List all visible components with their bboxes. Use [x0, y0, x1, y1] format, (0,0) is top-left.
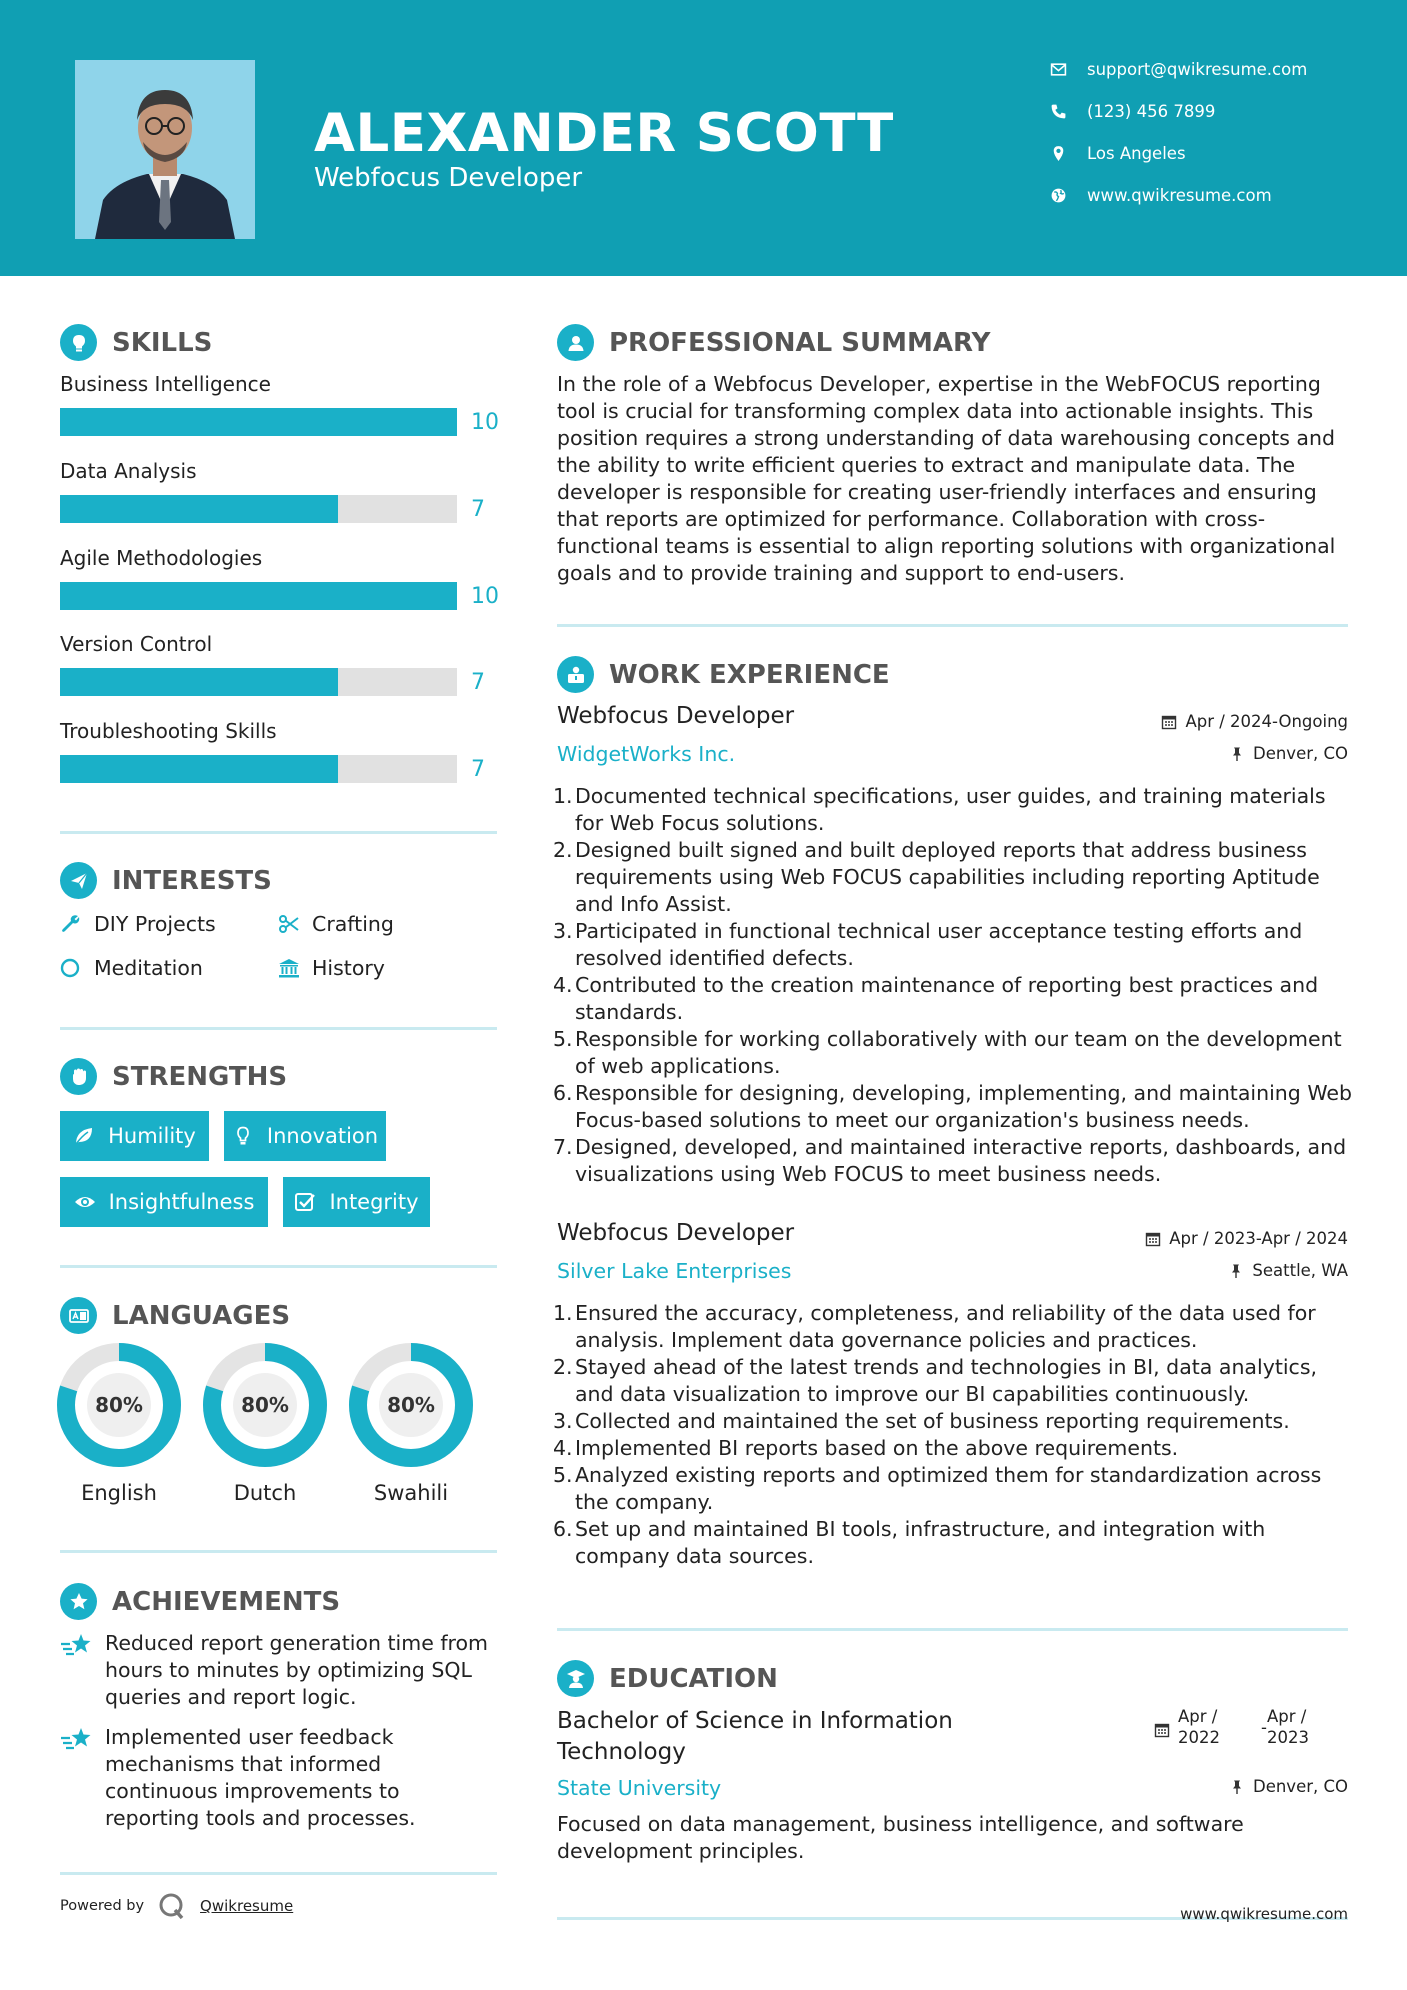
achievement-item: Implemented user feedback mechanisms that informed continuous improvements to reporting tools and processes. — [60, 1724, 500, 1832]
shooting-star-icon — [60, 1726, 93, 1754]
candidate-name: ALEXANDER SCOTT — [314, 103, 894, 164]
skill-label: Troubleshooting Skills — [60, 719, 277, 743]
contact-email[interactable] — [1050, 57, 1307, 81]
star-badge-icon — [68, 1591, 90, 1613]
contact-phone-text: (123) 456 7899 — [1087, 101, 1216, 121]
job-title: Webfocus Developer — [557, 703, 795, 729]
experience-heading: WORK EXPERIENCE — [557, 656, 890, 693]
footer-website[interactable]: www.qwikresume.com — [1180, 1905, 1348, 1923]
powered-by-label: Powered by — [60, 1898, 145, 1914]
language-gauge — [349, 1343, 473, 1505]
section-divider — [60, 1872, 497, 1875]
job-duties-list — [557, 1300, 1352, 1570]
duty-item: Designed, developed, and maintained interactive reports, dashboards, and visualizations using Web FOCUS to meet business needs. — [575, 1135, 1347, 1186]
wrench-icon — [60, 913, 82, 935]
job-title: Webfocus Developer — [557, 1220, 795, 1246]
achievements-heading: ACHIEVEMENTS — [60, 1583, 340, 1620]
briefcase-user-icon — [565, 664, 587, 686]
interest-item: Meditation — [60, 956, 203, 980]
graduate-icon — [565, 1668, 587, 1690]
checkbox-icon — [294, 1191, 316, 1213]
contact-website[interactable] — [1050, 183, 1272, 207]
resume-header — [0, 0, 1407, 276]
skill-bar-fill — [60, 755, 338, 783]
contact-location-text: Los Angeles — [1087, 143, 1186, 163]
section-divider — [60, 1550, 497, 1553]
summary-heading: PROFESSIONAL SUMMARY — [557, 324, 990, 361]
duty-item: Responsible for working collaboratively with our team on the development of web applications. — [575, 1027, 1342, 1078]
strength-tag: Humility — [60, 1111, 209, 1161]
duty-item: Ensured the accuracy, completeness, and reliability of the data used for analysis. Implement data governance policies and practices. — [575, 1301, 1316, 1352]
education-date-separator: - — [1261, 1718, 1267, 1737]
skill-label: Data Analysis — [60, 459, 197, 483]
education-location: Denver, CO — [1229, 1777, 1348, 1796]
powered-by — [60, 1892, 293, 1920]
language-percent: 80% — [387, 1393, 435, 1417]
interest-item: Crafting — [278, 912, 394, 936]
language-name: Dutch — [233, 1481, 297, 1505]
skill-bar-fill — [60, 408, 457, 436]
contact-phone[interactable] — [1050, 99, 1215, 123]
language-gauge — [203, 1343, 327, 1505]
pushpin-icon — [1229, 746, 1245, 762]
section-divider — [60, 1027, 497, 1030]
skill-label: Version Control — [60, 632, 213, 656]
duty-item: Analyzed existing reports and optimized them for standardization across the company. — [575, 1463, 1322, 1514]
eye-icon — [74, 1191, 96, 1213]
duty-item: Contributed to the creation maintenance of reporting best practices and standards. — [575, 973, 1319, 1024]
duty-item: Participated in functional technical user acceptance testing efforts and resolved identified defects. — [575, 919, 1303, 970]
duty-item: Responsible for designing, developing, implementing, and maintaining Web Focus-based solutions to meet our organization's business needs. — [575, 1081, 1353, 1132]
languages-heading: LANGUAGES — [60, 1297, 290, 1334]
section-divider — [557, 624, 1348, 627]
duty-item: Documented technical specifications, user guides, and training materials for Web Focus solutions. — [575, 784, 1326, 835]
language-icon — [68, 1305, 90, 1327]
section-divider — [60, 831, 497, 834]
job-location: Denver, CO — [1229, 744, 1348, 763]
skill-value: 10 — [471, 410, 499, 435]
section-divider — [557, 1628, 1348, 1631]
skill-bar-fill — [60, 495, 338, 523]
contact-email-text: support@qwikresume.com — [1087, 59, 1308, 79]
calendar-icon — [1154, 1722, 1170, 1738]
job-date: Apr / 2024-Ongoing — [1161, 712, 1348, 731]
job-date: Apr / 2023-Apr / 2024 — [1145, 1229, 1348, 1248]
phone-icon — [1050, 103, 1067, 120]
skill-label: Agile Methodologies — [60, 546, 263, 570]
skill-label: Business Intelligence — [60, 372, 271, 396]
skill-bar — [60, 755, 457, 783]
lightbulb-icon — [232, 1125, 254, 1147]
contact-website-text: www.qwikresume.com — [1087, 185, 1272, 205]
interest-item: DIY Projects — [60, 912, 216, 936]
education-heading: EDUCATION — [557, 1660, 778, 1697]
strength-tag: Integrity — [283, 1177, 430, 1227]
job-duties-list — [557, 783, 1352, 1188]
calendar-icon — [1145, 1231, 1161, 1247]
mail-icon — [1050, 61, 1067, 78]
skill-bar — [60, 668, 457, 696]
pushpin-icon — [1229, 1779, 1245, 1795]
skill-value: 7 — [471, 670, 485, 695]
qwikresume-logo-icon — [158, 1892, 186, 1920]
profile-photo — [75, 60, 255, 239]
interests-heading: INTERESTS — [60, 862, 272, 899]
school-name: State University — [557, 1776, 722, 1800]
skill-bar-fill — [60, 668, 338, 696]
education-description: Focused on data management, business intelligence, and software development principles. — [557, 1812, 1244, 1863]
skill-bar — [60, 495, 457, 523]
contact-location — [1050, 141, 1186, 165]
circle-icon — [60, 957, 82, 979]
summary-text: In the role of a Webfocus Developer, expertise in the WebFOCUS reporting tool is crucial for transforming complex data into actionable insights. This position requires a strong understanding of data warehousing concepts and the ability to write efficient queries to extract and manipulate data. The developer is responsible for creating user-friendly interfaces and ensuring that reports are optimized for performance. Collaboration with cross-functional teams is essential to align reporting solutions with organizational goals and to provide training and support to end-users. — [557, 372, 1336, 585]
user-icon — [565, 332, 587, 354]
job-location: Seattle, WA — [1228, 1261, 1348, 1280]
globe-icon — [1050, 187, 1067, 204]
language-percent: 80% — [241, 1393, 289, 1417]
company-name: Silver Lake Enterprises — [557, 1259, 792, 1283]
qwikresume-link[interactable]: Qwikresume — [200, 1897, 294, 1915]
section-divider — [60, 1265, 497, 1268]
strength-tag: Insightfulness — [60, 1177, 268, 1227]
map-marker-icon — [1050, 145, 1067, 162]
calendar-icon — [1161, 714, 1177, 730]
lightbulb-icon — [68, 332, 90, 354]
skill-value: 7 — [471, 757, 485, 782]
duty-item: Set up and maintained BI tools, infrastructure, and integration with company data sources. — [575, 1517, 1266, 1568]
skill-value: 7 — [471, 497, 485, 522]
duty-item: Stayed ahead of the latest trends and technologies in BI, data analytics, and data visualization to improve our BI capabilities continuously. — [575, 1355, 1318, 1406]
skill-bar — [60, 582, 457, 610]
skill-bar — [60, 408, 457, 436]
pushpin-icon — [1228, 1263, 1244, 1279]
degree-title: Bachelor of Science in Information Technology — [557, 1708, 953, 1765]
leaf-icon — [73, 1125, 95, 1147]
education-start-date: Apr / 2022 — [1178, 1707, 1220, 1747]
strength-tag: Innovation — [224, 1111, 386, 1161]
language-name: Swahili — [373, 1481, 449, 1505]
scissors-icon — [278, 913, 300, 935]
language-percent: 80% — [95, 1393, 143, 1417]
paper-plane-icon — [68, 870, 90, 892]
fist-icon — [68, 1066, 90, 1088]
skill-value: 10 — [471, 584, 499, 609]
strengths-heading: STRENGTHS — [60, 1058, 287, 1095]
language-gauge — [57, 1343, 181, 1505]
achievement-item: Reduced report generation time from hours to minutes by optimizing SQL queries and report logic. — [60, 1630, 500, 1711]
duty-item: Implemented BI reports based on the above requirements. — [575, 1436, 1179, 1460]
interest-item: History — [278, 956, 385, 980]
duty-item: Designed built signed and built deployed reports that address business requirements using Web FOCUS capabilities including reporting Aptitude and Info Assist. — [575, 838, 1320, 916]
skills-heading: SKILLS — [60, 324, 212, 361]
candidate-role: Webfocus Developer — [314, 163, 583, 193]
duty-item: Collected and maintained the set of business reporting requirements. — [575, 1409, 1290, 1433]
company-name: WidgetWorks Inc. — [557, 742, 736, 766]
education-end-date: Apr / 2023 — [1267, 1707, 1309, 1747]
language-name: English — [81, 1481, 157, 1505]
shooting-star-icon — [60, 1632, 93, 1660]
skill-bar-fill — [60, 582, 457, 610]
bank-icon — [278, 957, 300, 979]
